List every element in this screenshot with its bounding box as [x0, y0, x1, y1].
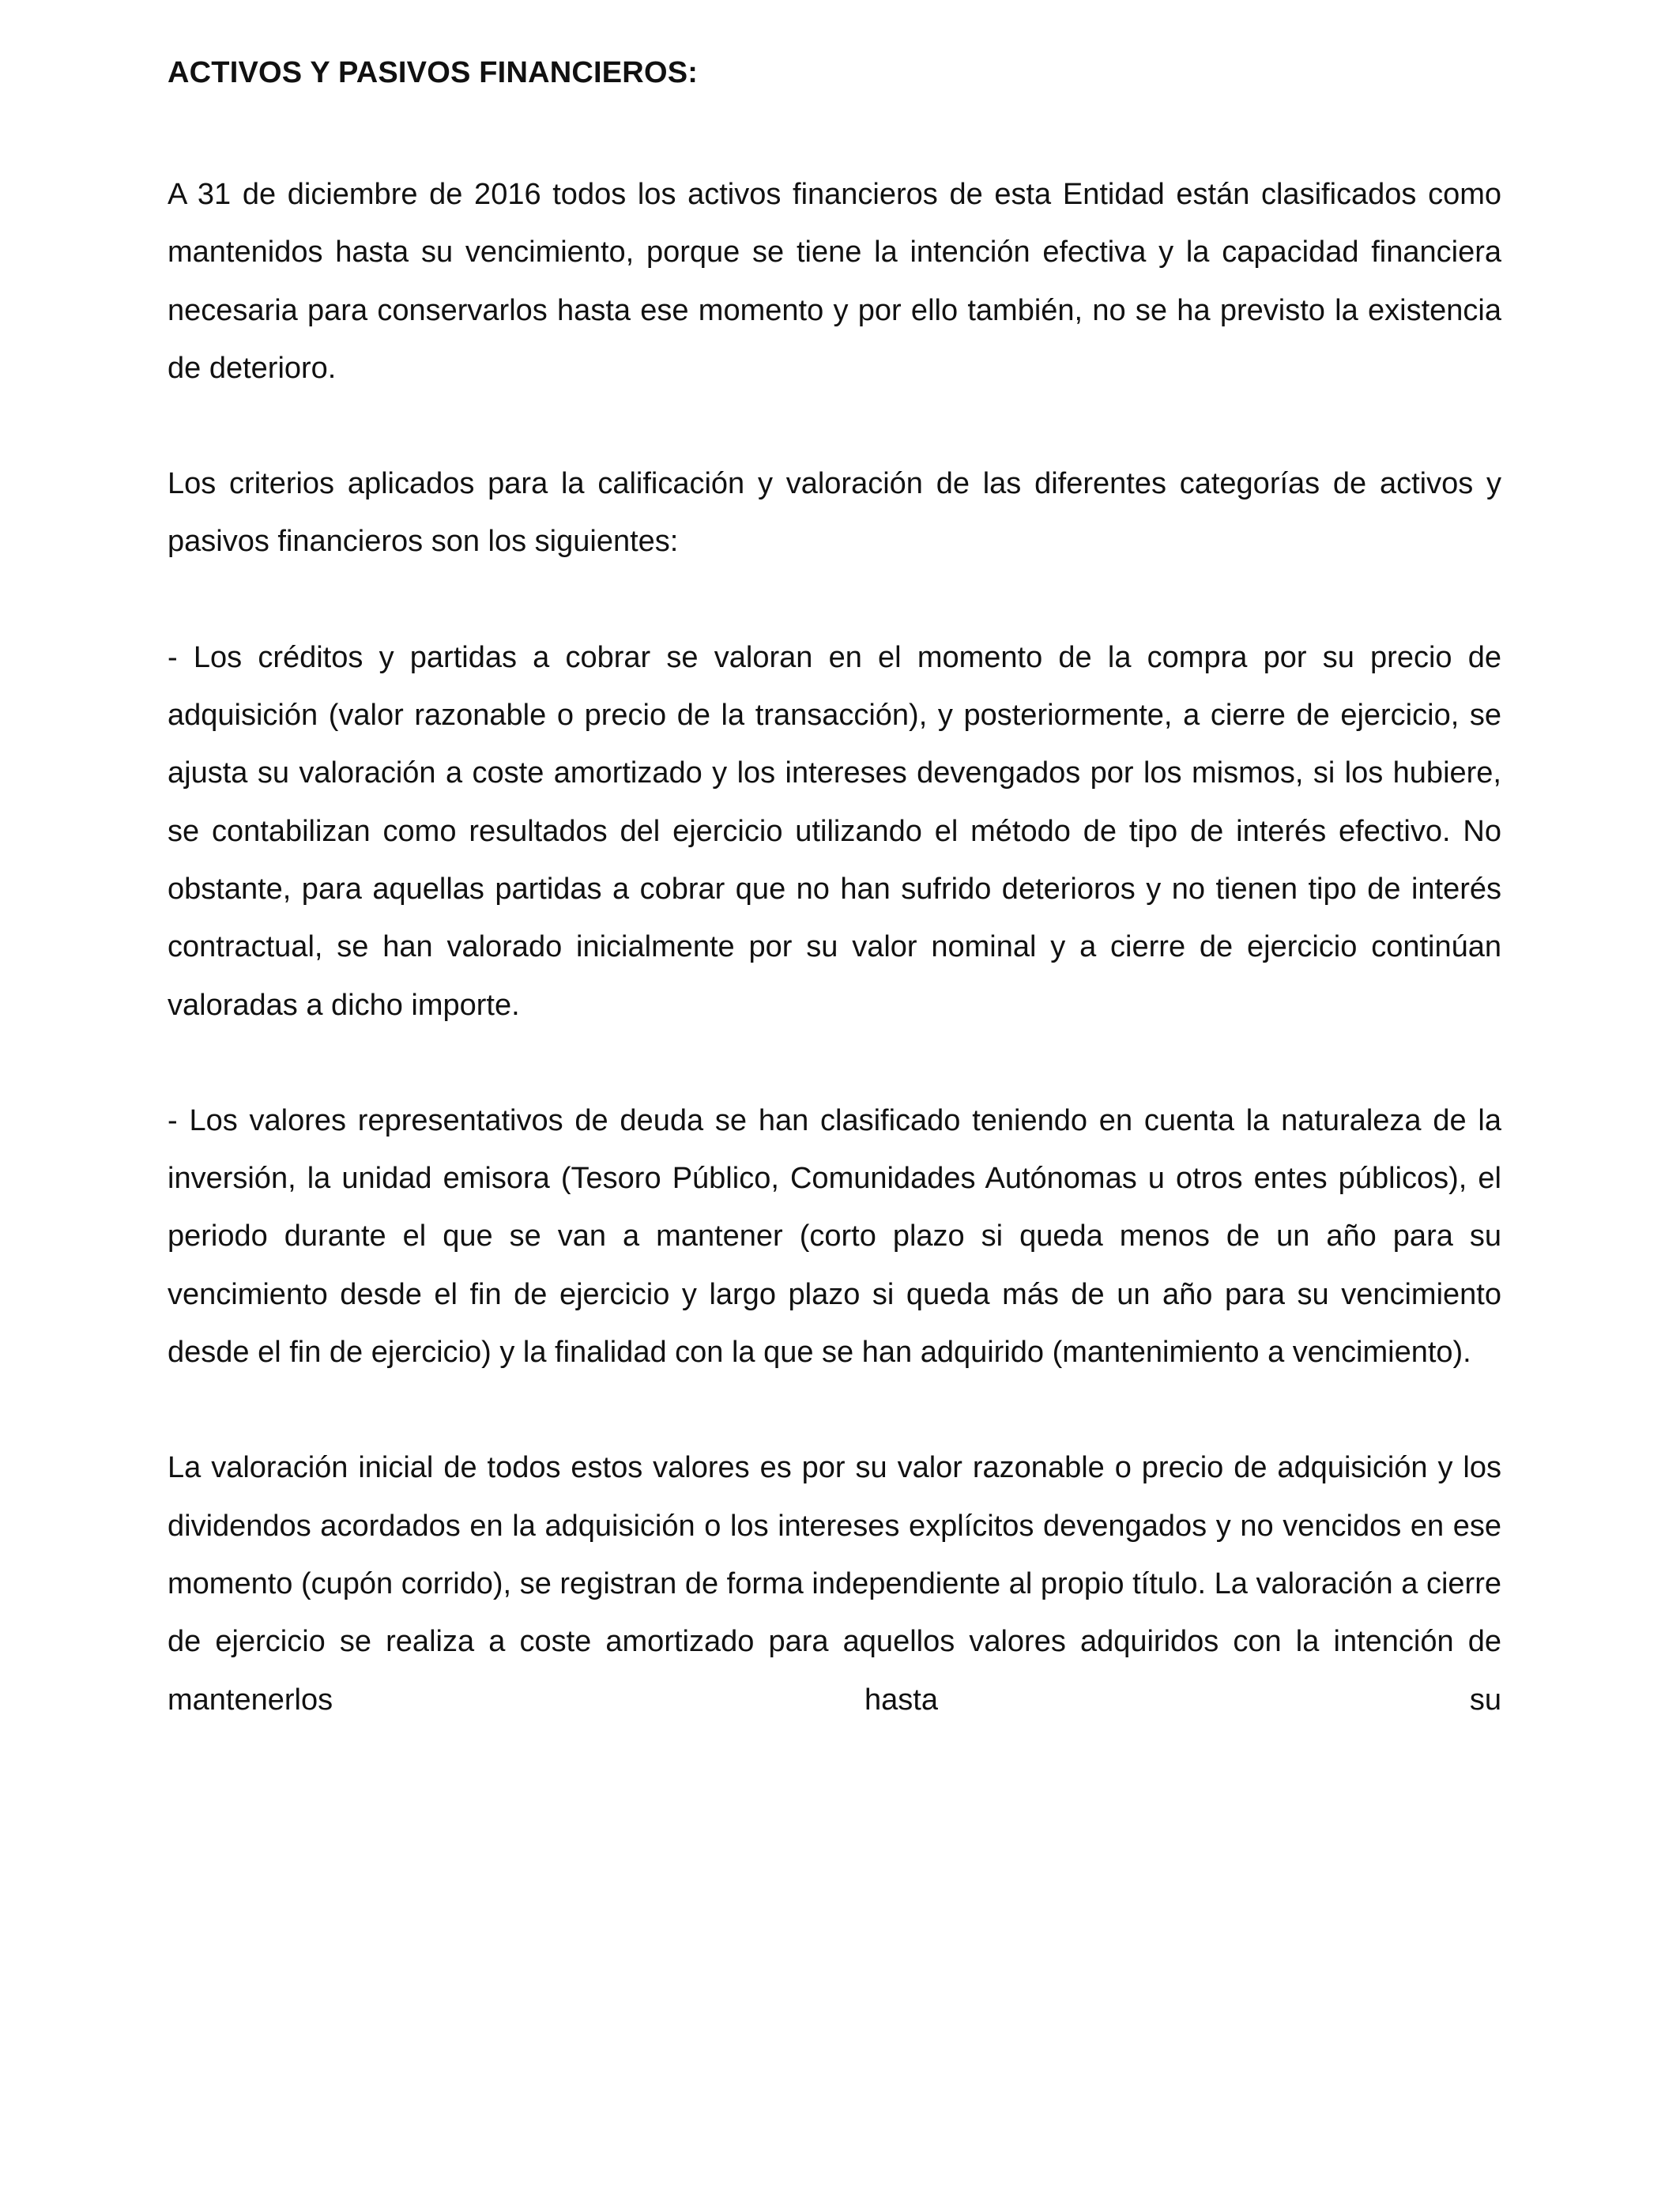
paragraph-debt-securities: - Los valores representativos de deuda se han clasificado teniendo en cuenta la naturaleza de la inversión, la unidad emisora (Tesoro Público, Comunidades Autónomas u otros entes públicos), el periodo durante el que se van a mantener (corto plazo si queda menos de un año para su vencimiento desde el fin de ejercicio y largo plazo si queda más de un año para su vencimiento desde el fin de ejercicio) y la finalidad con la que se han adquirido (mantenimiento a vencimiento). — [168, 1103, 1501, 1370]
document-body — [168, 49, 1501, 1729]
section-heading: ACTIVOS Y PASIVOS FINANCIEROS: — [168, 56, 699, 89]
paragraph-classification: A 31 de diciembre de 2016 todos los activos financieros de esta Entidad están clasificados como mantenidos hasta su vencimiento, porque se tiene la intención efectiva y la capacidad financiera necesaria para conservarlos hasta ese momento y por ello también, no se ha previsto la existencia de deterioro. — [168, 178, 1501, 385]
paragraph-initial-valuation: La valoración inicial de todos estos valores es por su valor razonable o precio de adquisición y los dividendos acordados en la adquisición o los intereses explícitos devengados y no vencidos en ese momento (cupón corrido), se registran de forma independiente al propio título. La valoración a cierre de ejercicio se realiza a coste amortizado para aquellos valores adquiridos con la intención de mantenerlos hasta su — [168, 1451, 1501, 1717]
paragraph-credits-receivables: - Los créditos y partidas a cobrar se valoran en el momento de la compra por su precio de adquisición (valor razonable o precio de la transacción), y posteriormente, a cierre de ejercicio, se ajusta su valoración a coste amortizado y los intereses devengados por los mismos, si los hubiere, se contabilizan como resultados del ejercicio utilizando el método de tipo de interés efectivo. No obstante, para aquellas partidas a cobrar que no han sufrido deterioros y no tienen tipo de interés contractual, se han valorado inicialmente por su valor nominal y a cierre de ejercicio continúan valoradas a dicho importe. — [168, 640, 1501, 1022]
paragraph-criteria-intro: Los criterios aplicados para la calificación y valoración de las diferentes categorías de activos y pasivos financieros son los siguientes: — [168, 467, 1501, 559]
